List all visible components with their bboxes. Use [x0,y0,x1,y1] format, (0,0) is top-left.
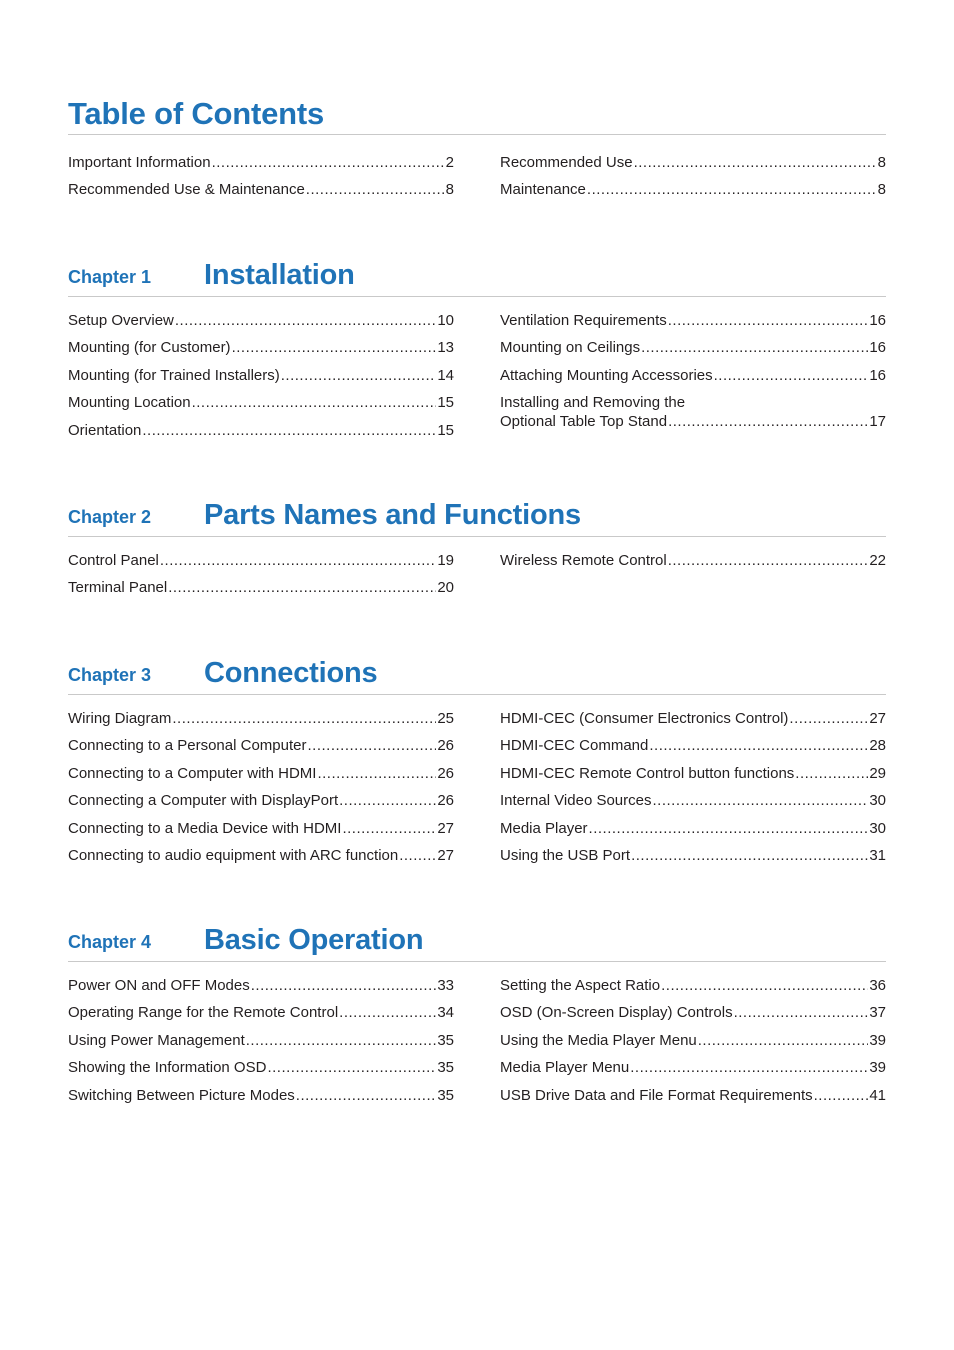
entry-page: 33 [437,977,454,994]
entry-label: Maintenance [500,181,586,199]
chapter-3-column-right [500,709,886,873]
entry-page: 19 [437,552,454,569]
leader-dots [160,551,436,570]
entry-label: OSD (On-Screen Display) Controls [500,1004,733,1022]
toc-entry[interactable] [68,764,454,791]
chapter-label: Chapter 4 [68,932,152,952]
leader-dots [342,819,436,838]
entry-label: Mounting (for Customer) [68,339,231,357]
leader-dots [587,180,877,199]
toc-entry[interactable] [68,1003,454,1030]
leader-dots [668,311,869,330]
entry-label: Mounting on Ceilings [500,339,641,357]
toc-entry[interactable] [68,551,454,578]
toc-entry[interactable] [68,338,454,365]
leader-dots [281,366,437,385]
entry-page: 10 [437,312,454,329]
entry-page: 26 [437,764,454,782]
entry-label: Attaching Mounting Accessories [500,366,713,384]
entry-label: Recommended Use [500,154,633,171]
chapter-4-divider [68,961,886,962]
leader-dots [698,1031,869,1050]
leader-dots [296,1086,437,1105]
entry-label: Wireless Remote Control [500,552,667,569]
toc-entry[interactable] [500,1031,886,1058]
entry-page: 2 [445,154,454,171]
entry-page: 22 [869,552,886,569]
page-title: Table of Contents [68,96,325,131]
entry-label-line1: Installing and Removing the [500,394,686,412]
entry-page: 17 [869,413,886,431]
entry-label: Control Panel [68,552,159,569]
leader-dots [142,421,436,440]
leader-dots [734,1003,869,1022]
toc-entry[interactable] [68,736,454,763]
leader-dots [399,846,436,865]
toc-entry[interactable] [500,311,886,338]
entry-label: USB Drive Data and File Format Requirements [500,1086,813,1104]
chapter-2-column-left [68,551,454,606]
entry-label: Wiring Diagram [68,710,172,727]
leader-dots [251,976,437,995]
entry-page: 14 [437,366,454,384]
toc-entry[interactable] [500,791,886,818]
toc-entry[interactable] [68,1086,454,1113]
leader-dots [668,412,868,431]
entry-label: Using the USB Port [500,846,631,864]
entry-page: 25 [437,710,454,727]
chapter-4-column-right [500,976,886,1113]
entry-page: 15 [437,421,454,439]
chapter-label: Chapter 2 [68,507,152,527]
toc-entry[interactable] [68,180,454,207]
entry-page: 31 [869,846,886,864]
toc-entry[interactable] [68,819,454,846]
entry-label: Using the Media Player Menu [500,1031,697,1049]
entry-page: 16 [869,339,886,357]
leader-dots [339,1003,436,1022]
entry-page: 8 [445,181,454,199]
toc-entry[interactable] [500,819,886,846]
chapter-title: Basic Operation [204,924,424,956]
chapter-label: Chapter 3 [68,665,152,685]
intro-column-left [68,153,454,208]
entry-label: Showing the Information OSD [68,1059,267,1077]
entry-label: Using Power Management [68,1031,245,1049]
entry-label: Orientation [68,421,142,439]
leader-dots [795,764,868,783]
entry-page: 26 [437,792,454,810]
chapter-title: Installation [204,259,355,291]
leader-dots [653,791,869,810]
entry-page: 27 [437,846,454,864]
entry-label: Recommended Use & Maintenance [68,181,305,199]
toc-entry[interactable] [68,421,454,448]
entry-label: HDMI-CEC Command [500,737,649,755]
entry-page: 26 [437,737,454,755]
leader-dots [634,153,877,172]
entry-page: 16 [869,366,886,384]
chapter-3-heading [68,652,886,692]
chapter-1-divider [68,296,886,297]
entry-page: 27 [869,710,886,727]
entry-label: Important Information [68,154,211,171]
toc-entry[interactable] [500,180,886,207]
entry-label: Connecting to a Media Device with HDMI [68,819,342,837]
entry-page: 15 [437,394,454,412]
toc-entry[interactable] [68,1031,454,1058]
entry-page: 8 [877,181,886,199]
entry-label: Connecting to a Computer with HDMI [68,764,317,782]
entry-label: Media Player [500,819,588,837]
entry-label: Ventilation Requirements [500,312,667,329]
leader-dots [668,551,869,570]
leader-dots [641,338,868,357]
entry-label: Connecting a Computer with DisplayPort [68,792,339,810]
leader-dots [192,393,437,412]
toc-entry[interactable] [68,153,454,180]
chapter-4-heading [68,919,886,959]
chapter-2-heading [68,494,886,534]
entry-label-line2 [500,412,886,431]
leader-dots [649,736,868,755]
toc-entry[interactable] [68,846,454,873]
toc-entry[interactable] [500,153,886,180]
entry-page: 35 [437,1059,454,1077]
entry-page: 20 [437,579,454,597]
leader-dots [232,338,437,357]
toc-entry[interactable] [500,764,886,791]
entry-label: HDMI-CEC Remote Control button functions [500,764,795,782]
toc-entry[interactable] [500,736,886,763]
leader-dots [589,819,869,838]
leader-dots [172,709,436,728]
entry-label: Setting the Aspect Ratio [500,977,661,994]
leader-dots [168,578,436,597]
toc-entry[interactable] [500,709,886,736]
chapter-1-column-right [500,311,886,433]
chapter-2-divider [68,536,886,537]
entry-page: 39 [869,1031,886,1049]
toc-entry[interactable] [500,1058,886,1085]
entry-page: 29 [869,764,886,782]
leader-dots [630,1058,868,1077]
leader-dots [307,736,436,755]
leader-dots [212,153,445,172]
toc-entry[interactable] [68,709,454,736]
entry-page: 35 [437,1031,454,1049]
chapter-4-column-left [68,976,454,1113]
toc-entry[interactable] [68,393,454,420]
leader-dots [317,764,436,783]
toc-entry[interactable] [68,1058,454,1085]
entry-page: 28 [869,737,886,755]
entry-page: 39 [869,1059,886,1077]
toc-entry[interactable] [500,338,886,365]
intro-column-right [500,153,886,208]
entry-label: Internal Video Sources [500,792,652,810]
leader-dots [789,709,868,728]
entry-page: 30 [869,792,886,810]
leader-dots [814,1086,869,1105]
leader-dots [306,180,445,199]
toc-entry[interactable] [68,976,454,1003]
toc-entry[interactable] [500,393,886,433]
toc-entry[interactable] [68,791,454,818]
entry-page: 30 [869,819,886,837]
toc-entry[interactable] [68,366,454,393]
toc-entry[interactable] [500,846,886,873]
entry-page: 34 [437,1004,454,1022]
entry-page: 35 [437,1086,454,1104]
entry-label: Connecting to audio equipment with ARC function [68,846,399,864]
chapter-3-divider [68,694,886,695]
chapter-title: Connections [204,657,378,689]
chapter-1-column-left [68,311,454,448]
entry-page: 36 [869,977,886,994]
leader-dots [631,846,868,865]
entry-label: Media Player Menu [500,1059,630,1077]
leader-dots [246,1031,437,1050]
entry-label: Terminal Panel [68,579,168,597]
entry-label: Optional Table Top Stand [500,413,668,431]
entry-page: 8 [877,154,886,171]
entry-label: Mounting (for Trained Installers) [68,366,280,384]
toc-entry[interactable] [500,1003,886,1030]
chapter-2-column-right [500,551,886,578]
toc-entry[interactable] [68,311,454,338]
toc-entry[interactable] [500,366,886,393]
chapter-3-column-left [68,709,454,873]
entry-page: 37 [869,1004,886,1022]
entry-page: 27 [437,819,454,837]
toc-entry[interactable] [500,551,886,578]
entry-label: HDMI-CEC (Consumer Electronics Control) [500,710,789,727]
toc-entry[interactable] [500,1086,886,1113]
leader-dots [175,311,436,330]
entry-label: Connecting to a Personal Computer [68,737,307,755]
leader-dots [339,791,436,810]
entry-page: 16 [869,312,886,329]
toc-entry[interactable] [68,578,454,605]
chapter-label: Chapter 1 [68,267,152,287]
leader-dots [267,1058,436,1077]
chapter-title: Parts Names and Functions [204,499,581,531]
entry-label: Mounting Location [68,394,191,412]
entry-label: Power ON and OFF Modes [68,977,250,994]
leader-dots [714,366,869,385]
entry-label: Setup Overview [68,312,174,329]
entry-label: Switching Between Picture Modes [68,1086,295,1104]
chapter-1-heading [68,254,886,294]
entry-label: Operating Range for the Remote Control [68,1004,339,1022]
leader-dots [661,976,868,995]
toc-entry[interactable] [500,976,886,1003]
entry-page: 13 [437,339,454,357]
title-divider [68,134,886,135]
entry-page: 41 [869,1086,886,1104]
